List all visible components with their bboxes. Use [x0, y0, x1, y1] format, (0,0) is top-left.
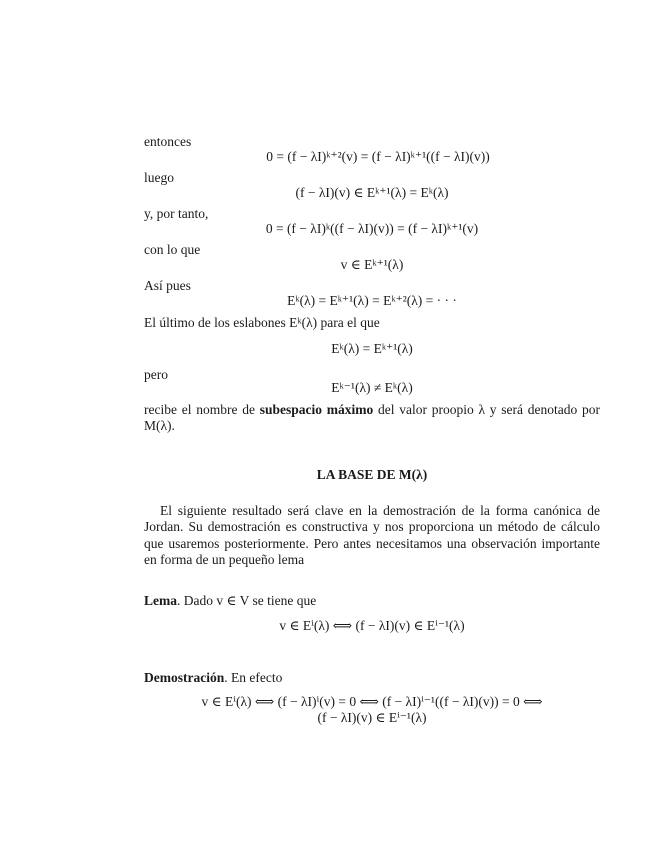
paragraph-intro: El siguiente resultado será clave en la demostración de la forma canónica de Jordan. Su demostración es constructiva y nos proporciona un método de cálculo que usaremos posteriormente. Pero antes necesitamos una observación importante en forma de un pequeño lema: [144, 503, 600, 568]
text-pero: pero: [144, 367, 168, 382]
equation-1: 0 = (f − λI)ᵏ⁺²(v) = (f − λI)ᵏ⁺¹((f − λI)(v)): [266, 149, 490, 164]
lema-line: [144, 592, 600, 609]
lema-label: Lema: [144, 593, 177, 608]
text-con-lo-que: con lo que: [144, 242, 201, 257]
text-entonces: entonces: [144, 134, 192, 149]
demo-text: . En efecto: [224, 670, 283, 685]
equation-6: Eᵏ(λ) = Eᵏ⁺¹(λ): [331, 341, 413, 356]
equation-7: Eᵏ⁻¹(λ) ≠ Eᵏ(λ): [331, 380, 413, 395]
lema-text: . Dado v ∈ V se tiene que: [177, 593, 317, 608]
recibe-pre: recibe el nombre de: [144, 402, 260, 417]
equation-4: v ∈ Eᵏ⁺¹(λ): [340, 257, 404, 272]
equation-10: (f − λI)(v) ∈ Eⁱ⁻¹(λ): [317, 710, 427, 725]
demo-line: [144, 669, 600, 686]
text-asi-pues: Así pues: [144, 278, 191, 293]
equation-2: (f − λI)(v) ∈ Eᵏ⁺¹(λ) = Eᵏ(λ): [295, 185, 449, 200]
text-el-ultimo: El último de los eslabones Eᵏ(λ) para el que: [144, 315, 380, 330]
text-luego: luego: [144, 170, 174, 185]
equation-9: v ∈ Eⁱ(λ) ⟺ (f − λI)ⁱ(v) = 0 ⟺ (f − λI)ⁱ⁻¹((f − λI)(v)) = 0 ⟺: [201, 694, 543, 709]
recibe-post: del valor proopio λ y será denotado por M(λ).: [144, 402, 600, 434]
text-y-por-tanto: y, por tanto,: [144, 206, 209, 221]
demo-label: Demostración: [144, 670, 225, 685]
equation-5: Eᵏ(λ) = Eᵏ⁺¹(λ) = Eᵏ⁺²(λ) = · · ·: [287, 293, 457, 308]
section-heading: LA BASE DE M(λ): [316, 467, 428, 482]
equation-8: v ∈ Eⁱ(λ) ⟺ (f − λI)(v) ∈ Eⁱ⁻¹(λ): [279, 618, 465, 633]
recibe-bold-term: subespacio máximo: [259, 402, 374, 417]
paragraph-recibe: [144, 402, 600, 435]
equation-3: 0 = (f − λI)ᵏ((f − λI)(v)) = (f − λI)ᵏ⁺¹(v): [265, 221, 479, 236]
